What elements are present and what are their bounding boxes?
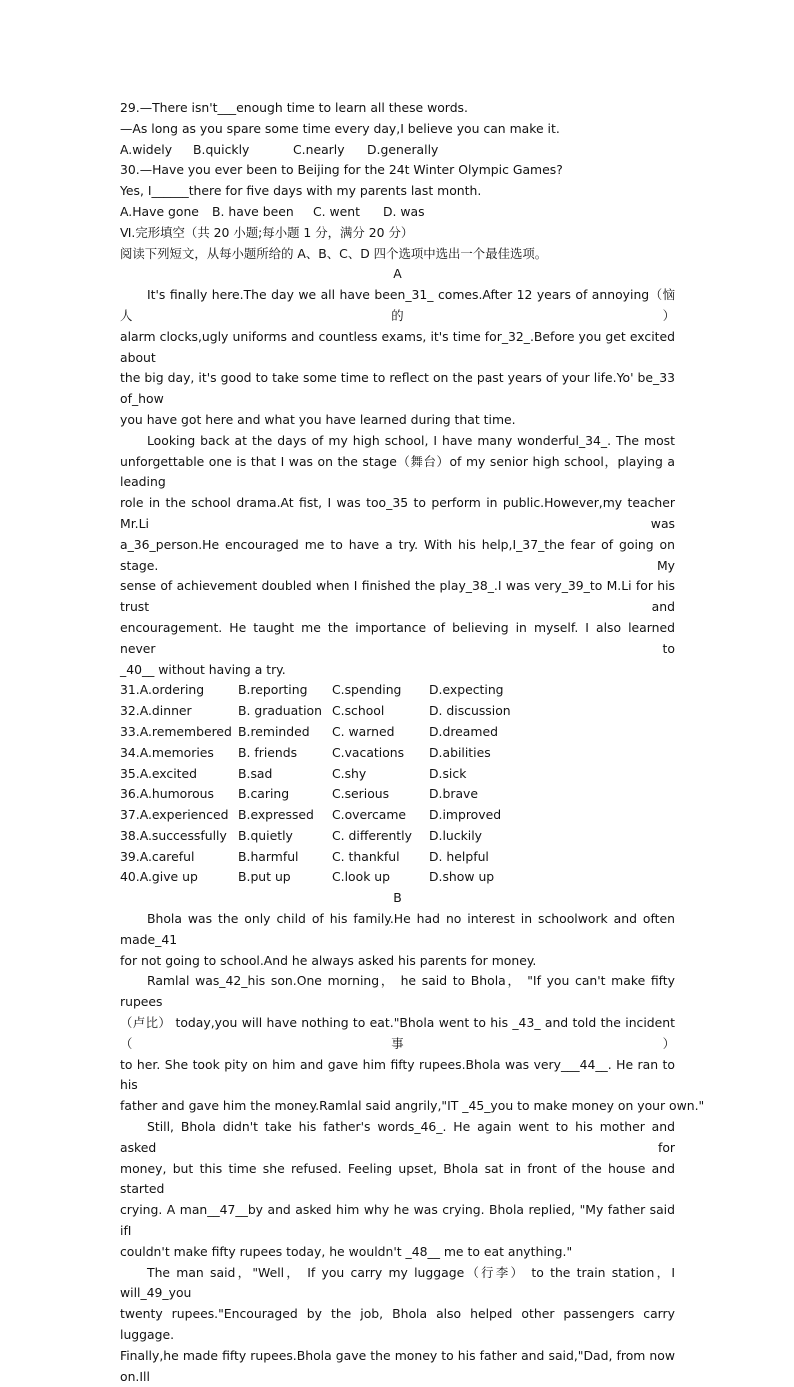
- option: D.show up: [429, 869, 495, 885]
- text-line: encouragement. He taught me the importance of believing in myself. I also learned never to: [120, 619, 675, 656]
- text-line: money, but this time she refused. Feeling upset, Bhola sat in front of the house and started: [120, 1160, 675, 1197]
- option: D. discussion: [429, 703, 511, 719]
- option: D.generally: [367, 141, 439, 157]
- option: 34.A.memories: [120, 744, 214, 760]
- text-line: a_36_person.He encouraged me to have a try. With his help,I_37_the fear of going on stage. My: [120, 536, 675, 573]
- text-line: Finally,he made fifty rupees.Bhola gave the money to his father and said,"Dad, from now on.Ill: [120, 1347, 675, 1384]
- passage-b-paragraph-1: [120, 909, 675, 971]
- option-row: [120, 743, 675, 764]
- passage-b-label: B: [393, 890, 402, 906]
- option: B.quietly: [238, 827, 293, 843]
- option: C.shy: [332, 765, 367, 781]
- option: B.put up: [238, 869, 291, 885]
- text-line: couldn't make fifty rupees today, he wouldn't _48__ me to eat anything.": [120, 1243, 573, 1259]
- option: B.reporting: [238, 682, 308, 698]
- option-row: [120, 701, 675, 722]
- text-line: the big day, it's good to take some time to reflect on the past years of your life.Yo' be_33 of_how: [120, 370, 675, 407]
- text-line: twenty rupees."Encouraged by the job, Bhola also helped other passengers carry luggage.: [120, 1306, 675, 1343]
- option-row: [120, 867, 675, 888]
- q29-stem: 29.—There isn't___enough time to learn all these words.: [120, 100, 468, 115]
- option: D. was: [383, 203, 425, 219]
- option: D.sick: [429, 765, 467, 781]
- option: C. thankful: [332, 848, 400, 864]
- option: B.reminded: [238, 723, 310, 739]
- option: D.expecting: [429, 682, 504, 698]
- text-line: unforgettable one is that I was on the stage（舞台）of my senior high school，playing a leading: [120, 453, 675, 490]
- text-line: for not going to school.And he always asked his parents for money.: [120, 952, 537, 968]
- text-line: crying. A man__47__by and asked him why he was crying. Bhola replied, "My father said ifI: [120, 1202, 675, 1239]
- q29-reply: —As long as you spare some time every day,I believe you can make it.: [120, 120, 560, 136]
- option: 33.A.remembered: [120, 723, 232, 739]
- option: A.widely: [120, 141, 173, 157]
- option: B.caring: [238, 786, 290, 802]
- option: C.overcame: [332, 807, 407, 823]
- option: D. helpful: [429, 848, 489, 864]
- option: D.dreamed: [429, 723, 498, 739]
- option-row: [120, 805, 675, 826]
- option: C.vacations: [332, 744, 405, 760]
- text-line: _40__ without having a try.: [120, 661, 286, 677]
- option: 32.A.dinner: [120, 703, 192, 719]
- option-row: [120, 784, 675, 805]
- passage-a-label: A: [393, 266, 402, 282]
- text-line: It's finally here.The day we all have been_31_ comes.After 12 years of annoying（恼人的）: [120, 287, 675, 323]
- q30-reply: Yes, I______there for five days with my parents last month.: [120, 183, 482, 199]
- option: B. have been: [212, 203, 294, 219]
- option: B.quickly: [193, 141, 250, 157]
- option: B. friends: [238, 744, 298, 760]
- text-line: you have got here and what you have learned during that time.: [120, 411, 516, 427]
- option: C.serious: [332, 786, 390, 802]
- option: C. warned: [332, 723, 395, 739]
- option: C. went: [313, 203, 360, 219]
- text-line: father and gave him the money.Ramlal said angrily,"IT _45_you to make money on your own.": [120, 1098, 705, 1114]
- option: A.Have gone: [120, 203, 199, 219]
- option: D.brave: [429, 786, 478, 802]
- option: D.improved: [429, 807, 502, 823]
- text-line: to her. She took pity on him and gave him fifty rupees.Bhola was very___44__. He ran to his: [120, 1056, 675, 1093]
- option: B.sad: [238, 765, 273, 781]
- section-title: Ⅵ.完形填空（共 20 小题;每小题 1 分，满分 20 分）: [120, 224, 414, 240]
- text-line: role in the school drama.At fist, I was too_35 to perform in public.However,my teacher Mr.Li was: [120, 495, 675, 531]
- option-row: [120, 680, 675, 701]
- option: B.harmful: [238, 848, 299, 864]
- text-line: Looking back at the days of my high school, I have many wonderful_34_. The most: [147, 432, 675, 448]
- option: C.nearly: [293, 141, 345, 157]
- option: B. graduation: [238, 703, 322, 719]
- text-line: The man said，"Well， If you carry my luggage（行李） to the train station，I will_49_you: [120, 1264, 675, 1301]
- text-line: sense of achievement doubled when I finished the play_38_.I was very_39_to M.Li for his trust and: [120, 578, 675, 615]
- text-line: Still, Bhola didn't take his father's words_46_. He again went to his mother and asked for: [120, 1119, 675, 1155]
- option: D.abilities: [429, 744, 491, 760]
- passage-b-paragraph-3: [120, 1117, 675, 1263]
- option: C.look up: [332, 869, 391, 885]
- option: 39.A.careful: [120, 848, 195, 864]
- option-row: [120, 722, 675, 743]
- option-row: [120, 764, 675, 785]
- option: 38.A.successfully: [120, 827, 227, 843]
- option: 31.A.ordering: [120, 682, 205, 698]
- passage-b-paragraph-2: [120, 971, 705, 1117]
- passage-b-paragraph-4: [120, 1263, 675, 1387]
- text-line: Bhola was the only child of his family.He had no interest in schoolwork and often made_41: [120, 911, 675, 947]
- option: 35.A.excited: [120, 765, 198, 781]
- text-line: alarm clocks,ugly uniforms and countless exams, it's time for_32_.Before you get excited about: [120, 328, 675, 365]
- option: 36.A.humorous: [120, 786, 214, 802]
- q29-options: [120, 140, 675, 161]
- passage-a-paragraph-2: [120, 431, 675, 681]
- exam-page: [120, 98, 705, 1387]
- text-line: Ramlal was_42_his son.One morning， he said to Bhola， "If you can't make fifty rupees: [120, 973, 675, 1010]
- section-instruction: 阅读下列短文，从每小题所给的 A、B、C、D 四个选项中选出一个最佳选项。: [120, 245, 548, 261]
- text-line: （卢比） today,you will have nothing to eat."Bhola went to his _43_ and told the incident（事）: [120, 1015, 675, 1051]
- option: 37.A.experienced: [120, 807, 229, 823]
- option: D.luckily: [429, 827, 482, 843]
- option-row: [120, 826, 675, 847]
- option: C.spending: [332, 682, 402, 698]
- q30-options: [120, 202, 675, 223]
- option: 40.A.give up: [120, 869, 198, 885]
- option: B.expressed: [238, 807, 314, 823]
- passage-a-paragraph-1: [120, 285, 675, 431]
- passage-a-options: [120, 680, 675, 888]
- option: C. differently: [332, 827, 412, 843]
- option: C.school: [332, 703, 385, 719]
- q30-stem: 30.—Have you ever been to Beijing for the 24t Winter Olympic Games?: [120, 162, 563, 178]
- option-row: [120, 847, 675, 868]
